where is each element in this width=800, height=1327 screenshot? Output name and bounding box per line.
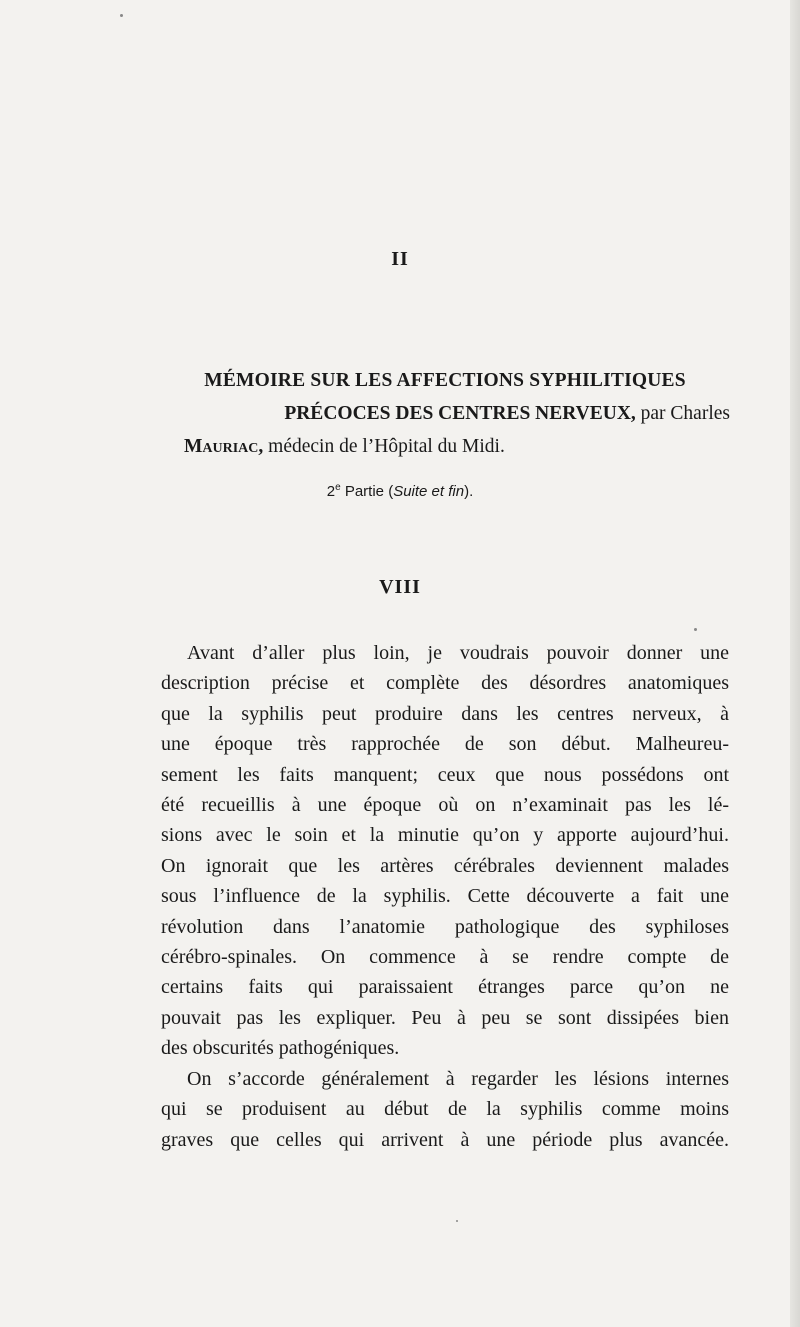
subtitle-close-paren: ). [464, 483, 474, 500]
text-line: des obscurités pathogéniques. [161, 1037, 400, 1060]
title-line-2-bold: PRÉCOCES DES CENTRES NERVEUX, [284, 403, 636, 424]
text-line: pouvait pas les expliquer. Peu à peu se sont dissipées bien [161, 1006, 729, 1029]
subtitle-italic: Suite et fin [393, 483, 465, 500]
title-line-1: MÉMOIRE SUR LES AFFECTIONS SYPHILITIQUES [204, 370, 686, 391]
text-line: sous l’influence de la syphilis. Cette découverte a fait une [161, 885, 729, 908]
subtitle-word: Partie [340, 483, 389, 500]
text-line: révolution dans l’anatomie pathologique des syphiloses [161, 915, 729, 938]
paper-speck [694, 628, 697, 631]
text-line: On s’accorde généralement à regarder les lésions internes [187, 1067, 729, 1090]
text-line: cérébro-spinales. On commence à se rendre compte de [161, 946, 729, 969]
title-line-2 [160, 397, 730, 430]
text-line: graves que celles qui arrivent à une période plus avancée. [161, 1128, 729, 1151]
subtitle-superscript: e [335, 482, 341, 493]
paragraph-2 [161, 1064, 729, 1155]
text-line: On ignorait que les artères cérébrales deviennent malades [161, 854, 729, 877]
subtitle-number: 2 [326, 483, 336, 500]
title-line-2-rest: par Charles [635, 403, 730, 424]
paragraph-1 [161, 638, 729, 1064]
paper-speck [456, 1220, 458, 1222]
text-line: certains faits qui paraissaient étranges parce qu’on ne [161, 976, 729, 999]
author-affiliation: médecin de l’Hôpital du Midi. [263, 436, 505, 457]
paper-speck [120, 14, 123, 17]
text-line: Avant d’aller plus loin, je voudrais pouvoir donner une [187, 642, 729, 664]
body-text [161, 638, 729, 1155]
text-line: été recueillis à une époque où on n’examinait pas les lé- [161, 794, 729, 817]
text-line: sions avec le soin et la minutie qu’on y apporte aujourd’hui. [161, 824, 729, 847]
text-line: une époque très rapprochée de son début. Malheureu- [161, 733, 729, 756]
article-title [160, 364, 730, 463]
part-subtitle [0, 482, 800, 500]
page-edge [790, 0, 800, 1327]
text-line: qui se produisent au début de la syphilis comme moins [161, 1098, 729, 1121]
title-line-3 [160, 430, 730, 463]
part-number: II [391, 248, 409, 270]
subtitle-open-paren: ( [388, 483, 394, 500]
section-number: VIII [379, 576, 421, 598]
text-line: que la syphilis peut produire dans les centres nerveux, à [161, 702, 729, 725]
text-line: description précise et complète des désordres anatomiques [161, 672, 729, 695]
text-line: sement les faits manquent; ceux que nous possédons ont [161, 763, 729, 786]
author-name: Mauriac, [184, 436, 264, 457]
